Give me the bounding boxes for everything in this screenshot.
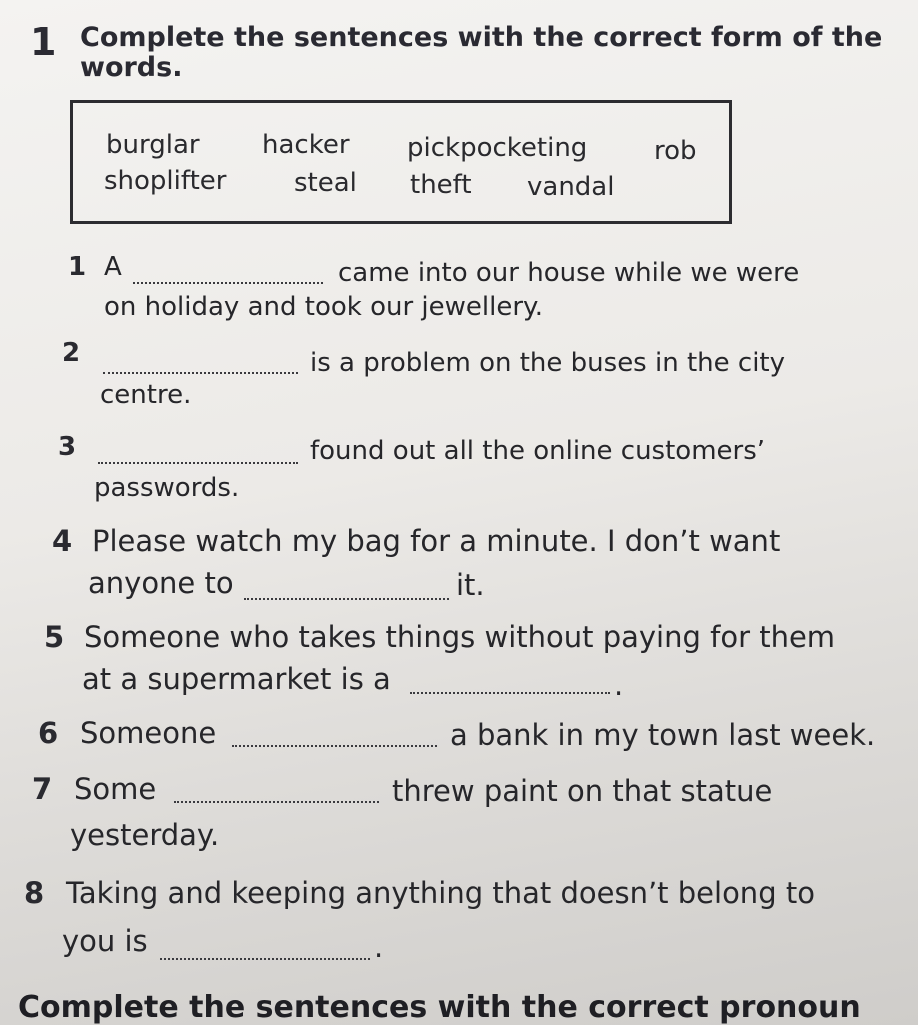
answer-blank[interactable]	[410, 692, 610, 694]
item-text: Taking and keeping anything that doesn’t belong to	[66, 876, 815, 910]
item-text: it.	[456, 568, 485, 602]
exercise-instruction-line1: Complete the sentences with the correct form of the	[80, 22, 883, 53]
answer-blank[interactable]	[244, 598, 449, 600]
item-number: 3	[58, 432, 77, 462]
word-bank-word: theft	[410, 170, 472, 200]
next-exercise-title: Complete the sentences with the correct pronoun	[18, 990, 861, 1025]
word-bank-box	[70, 100, 732, 224]
word-bank-word: rob	[654, 136, 697, 166]
word-bank-word: vandal	[527, 172, 615, 202]
item-number: 5	[44, 620, 65, 654]
item-text: A	[104, 252, 122, 282]
word-bank-word: burglar	[106, 130, 200, 160]
word-bank-word: hacker	[262, 130, 350, 160]
item-text: anyone to	[88, 566, 234, 600]
answer-blank[interactable]	[174, 801, 379, 803]
item-text: passwords.	[94, 473, 240, 503]
item-number: 8	[24, 876, 45, 910]
answer-blank[interactable]	[133, 282, 323, 284]
word-bank-word: steal	[294, 168, 357, 198]
word-bank-word: shoplifter	[104, 166, 227, 196]
item-text: threw paint on that statue	[392, 774, 773, 808]
item-text: Please watch my bag for a minute. I don’t want	[92, 524, 781, 558]
answer-blank[interactable]	[103, 372, 298, 374]
answer-blank[interactable]	[232, 745, 437, 747]
word-bank-word: pickpocketing	[407, 133, 588, 163]
exercise-number: 1	[30, 20, 57, 64]
item-text: .	[614, 668, 624, 702]
answer-blank[interactable]	[160, 958, 370, 960]
item-text: at a supermarket is a	[82, 662, 391, 696]
item-number: 1	[68, 252, 87, 282]
item-text: yesterday.	[70, 818, 220, 852]
item-text: centre.	[100, 380, 192, 410]
item-text: found out all the online customers’	[310, 436, 766, 466]
exercise-instruction-line2: words.	[80, 52, 183, 83]
item-text: you is	[62, 924, 148, 958]
item-text: Some	[74, 772, 157, 806]
answer-blank[interactable]	[98, 462, 298, 464]
item-text: is a problem on the buses in the city	[310, 348, 785, 378]
item-text: Someone who takes things without paying for them	[84, 620, 836, 654]
item-text: .	[374, 930, 384, 964]
item-number: 2	[62, 338, 81, 368]
item-text: came into our house while we were	[338, 258, 800, 288]
item-text: Someone	[80, 716, 217, 750]
item-number: 4	[52, 524, 73, 558]
item-text: on holiday and took our jewellery.	[104, 292, 543, 322]
item-text: a bank in my town last week.	[450, 718, 876, 752]
item-number: 6	[38, 716, 59, 750]
item-number: 7	[32, 772, 53, 806]
